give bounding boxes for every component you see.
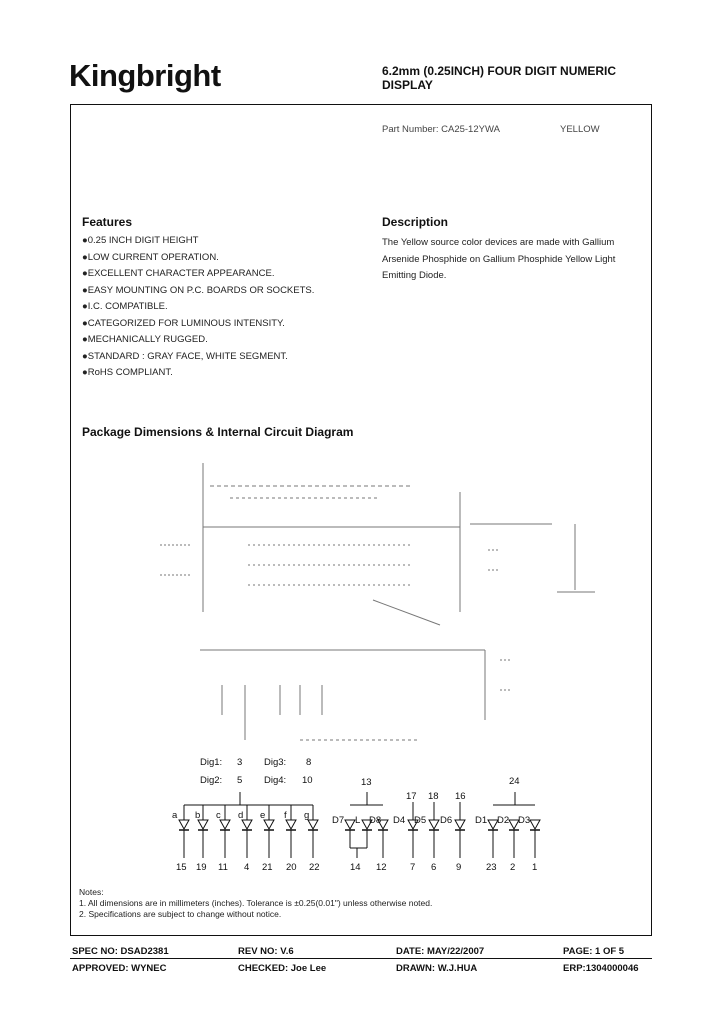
description-heading: Description bbox=[382, 215, 449, 229]
note-2: 2. Specifications are subject to change without notice. bbox=[79, 909, 282, 919]
diode-pin: 14 bbox=[350, 862, 361, 873]
dig3-label: Dig3: bbox=[264, 757, 287, 768]
feature-item: ●MECHANICALLY RUGGED. bbox=[82, 334, 208, 345]
kingbright-logo: Kingbright bbox=[69, 58, 221, 93]
feature-item: ●0.25 INCH DIGIT HEIGHT bbox=[82, 235, 199, 246]
dig2-label: Dig2: bbox=[200, 775, 223, 786]
segment-label: c bbox=[216, 810, 221, 821]
segment-label: b bbox=[195, 810, 201, 821]
diode-pin: 12 bbox=[376, 862, 387, 873]
page-number: PAGE: 1 OF 5 bbox=[563, 946, 625, 957]
diode-label: D5 bbox=[414, 815, 427, 826]
segment-pin: 4 bbox=[244, 862, 250, 873]
erp-number: ERP:1304000046 bbox=[563, 963, 639, 974]
notes-heading: Notes: bbox=[79, 887, 104, 897]
note-1: 1. All dimensions are in millimeters (inches). Tolerance is ±0.25(0.01") unless otherwise noted. bbox=[79, 898, 433, 908]
diode-pin: 7 bbox=[410, 862, 416, 873]
footer-divider bbox=[70, 958, 652, 959]
part-number: Part Number: CA25-12YWA bbox=[382, 124, 500, 135]
dig1-label: Dig1: bbox=[200, 757, 223, 768]
diode-label: L bbox=[355, 815, 361, 826]
diode-pin: 23 bbox=[486, 862, 497, 873]
dig4-pin: 10 bbox=[302, 775, 313, 786]
package-heading: Package Dimensions & Internal Circuit Diagram bbox=[82, 425, 354, 439]
feature-item: ●I.C. COMPATIBLE. bbox=[82, 301, 168, 312]
dig2-pin: 5 bbox=[237, 775, 243, 786]
part-color: YELLOW bbox=[560, 124, 600, 135]
segment-label: a bbox=[172, 810, 178, 821]
diode-label: D8 bbox=[369, 815, 382, 826]
drawn-by: DRAWN: W.J.HUA bbox=[396, 963, 478, 974]
title-line-2: DISPLAY bbox=[382, 78, 433, 92]
diode-label: D7 bbox=[332, 815, 345, 826]
dig4-label: Dig4: bbox=[264, 775, 287, 786]
description-text: The Yellow source color devices are made with Gallium Arsenide Phosphide on Gallium Phosphide Yellow Light Emitting Diode. bbox=[382, 237, 616, 281]
revision-number: REV NO: V.6 bbox=[238, 946, 294, 957]
feature-item: ●LOW CURRENT OPERATION. bbox=[82, 251, 219, 263]
top-pin: 16 bbox=[455, 791, 466, 802]
segment-pin: 19 bbox=[196, 862, 207, 873]
feature-item: ●RoHS COMPLIANT. bbox=[82, 367, 173, 378]
feature-item: ●STANDARD : GRAY FACE, WHITE SEGMENT. bbox=[82, 350, 288, 362]
checked-by: CHECKED: Joe Lee bbox=[238, 963, 327, 974]
segment-label: f bbox=[284, 810, 287, 821]
segment-pin: 21 bbox=[262, 862, 273, 873]
segment-label: g bbox=[304, 810, 310, 821]
approved-by: APPROVED: WYNEC bbox=[72, 963, 167, 974]
document-date: DATE: MAY/22/2007 bbox=[396, 946, 485, 957]
feature-item: ●CATEGORIZED FOR LUMINOUS INTENSITY. bbox=[82, 317, 285, 329]
diode-label: D2 bbox=[497, 815, 510, 826]
common-pin-right: 24 bbox=[509, 776, 520, 787]
diode-label: D1 bbox=[475, 815, 488, 826]
top-pin: 17 bbox=[406, 791, 417, 802]
diode-label: D3 bbox=[518, 815, 531, 826]
title-line-1: 6.2mm (0.25INCH) FOUR DIGIT NUMERIC bbox=[382, 64, 617, 78]
segment-pin: 22 bbox=[309, 862, 320, 873]
common-pin-left: 13 bbox=[361, 777, 372, 788]
top-pin: 18 bbox=[428, 791, 439, 802]
spec-number: SPEC NO: DSAD2381 bbox=[72, 946, 169, 957]
segment-pin: 15 bbox=[176, 862, 187, 873]
diode-pin: 2 bbox=[510, 862, 516, 873]
diode-label: D4 bbox=[393, 815, 406, 826]
segment-label: e bbox=[260, 810, 266, 821]
feature-item: ●EXCELLENT CHARACTER APPEARANCE. bbox=[82, 268, 275, 279]
features-heading: Features bbox=[82, 215, 133, 229]
feature-item: ●EASY MOUNTING ON P.C. BOARDS OR SOCKETS. bbox=[82, 284, 315, 296]
segment-pin: 11 bbox=[218, 862, 228, 873]
diode-pin: 9 bbox=[456, 862, 462, 873]
dig1-pin: 3 bbox=[237, 757, 243, 768]
segment-pin: 20 bbox=[286, 862, 297, 873]
dig3-pin: 8 bbox=[306, 757, 312, 768]
segment-label: d bbox=[238, 810, 244, 821]
diode-pin: 6 bbox=[431, 862, 437, 873]
diode-pin: 1 bbox=[532, 862, 538, 873]
diode-label: D6 bbox=[440, 815, 453, 826]
